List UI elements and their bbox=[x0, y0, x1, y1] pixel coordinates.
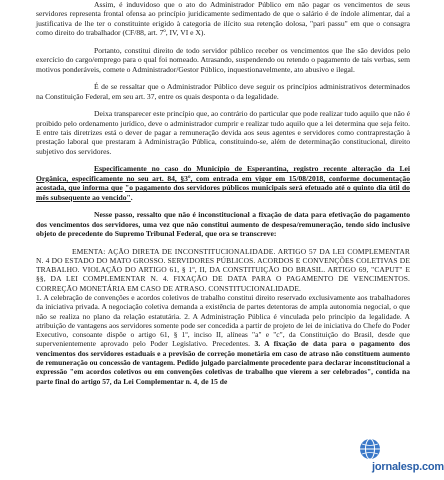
lei-organica-reference: Especificamente no caso do Município de Esperantina, registro recente alteração da Lei Orgânica, especificamente no seu art. 84, §3º, com entrada em vigor em 15/08/2018, conforme documentação acostada, que informa que bbox=[36, 164, 410, 193]
lei-organica-quote: "o pagamento dos servidores públicos municipais será efetuado até o quinto dia útil do mês subsequente ao vencido" bbox=[36, 183, 410, 202]
globe-icon bbox=[359, 438, 381, 460]
ementa-body bbox=[36, 293, 410, 386]
paragraph-direito-servidor: Portanto, constitui direito de todo servidor público receber os vencimentos que lhe são devidos pelo exercício do cargo/emprego para o qual foi nomeado. Atrasando, suspendendo ou retendo o pagamento de tais verbas, sem motivos ponderáveis, comete o Administrador/Gestor Público, inquestionavelmente, ato abusivo e ilegal. bbox=[36, 45, 410, 74]
watermark-logo: jornalesp.com bbox=[372, 461, 444, 473]
paragraph-stf-precedent: Nesse passo, ressalto que não é inconstitucional a fixação de data para efetivação do pagamento dos vencimentos dos servidores, uma vez que não constitui aumento de despesa/remuneração, tendo sido inclusive objeto de precedente do Supremo Tribunal Federal, que ora se transcreve: bbox=[36, 210, 410, 239]
ementa-conclusion: Pedido julgado parcialmente procedente para declarar inconstitucional a expressão "em acordos coletivos ou em convenções coletivas de trabalho que vierem a ser celebrados", contida na parte final do artigo 57, da Lei Complementar n. 4, de 15 de bbox=[36, 358, 411, 386]
paragraph-end-mark: . bbox=[130, 192, 133, 202]
paragraph-principio: Deixa transparecer este princípio que, ao contrário do particular que pode realizar tudo aquilo que não é proibido pelo ordenamento jurídico, deve o administrador cumprir e realizar tudo aquilo que a lei determina que seja feito. E entre tais diretrizes está o dever de pagar a remuneração devida aos seus agentes e servidores como contraprestação à prestação laboral que prestaram à Administração Pública, constituindo-se, além de determinação constitucional, direito subjetivo dos servidores. bbox=[36, 109, 410, 156]
document-page bbox=[36, 0, 410, 386]
ementa-block bbox=[36, 247, 410, 386]
ementa-heading: EMENTA: AÇÃO DIRETA DE INCONSTITUCIONALIDADE. ARTIGO 57 DA LEI COMPLEMENTAR N. 4 DO ESTADO DO MATO GROSSO. SERVIDORES PÚBLICOS. ACORDOS E CONVENÇÕES COLETIVAS DE TRABALHO. VIOLAÇÃO DO ARTIGO 61, § 1º, II, DA CONSTITUIÇÃO DO BRASIL. ARTIGO 69, "CAPUT" E §§, DA LEI COMPLEMENTAR N. 4. FIXAÇÃO DE DATA PARA O PAGAMENTO DE VENCIMENTOS. CORREÇÃO MONETÁRIA EM CASO DE ATRASO. CONSTITUCIONALIDADE. bbox=[36, 246, 410, 293]
paragraph-esperantina bbox=[36, 164, 410, 202]
paragraph-legalidade: É de se ressaltar que o Administrador Público deve seguir os princípios administrativos determinados na Constituição Federal, em seu art. 37, entre os quais desponta o da legalidade. bbox=[36, 82, 410, 101]
ementa-bold-holding: 3. A fixação de data para o pagamento dos vencimentos dos servidores estaduais e a previsão de correção monetária em caso de atraso não constituem aumento de remuneração ou concessão de vantagem. bbox=[36, 339, 410, 368]
ementa-text: 1. A celebração de convenções e acordos coletivos de trabalho constitui direito reservado exclusivamente aos trabalhadores da iniciativa privada. A negociação coletiva demanda a existência de partes detentoras de ampla autonomia negocial, o que não se realiza no plano da relação estatutária. 2. A Administração Pública é vinculada pelo princípio da legalidade. A atribuição de vantagens aos servidores somente pode ser concedida a partir de projeto de lei de iniciativa do Chefe do Poder Executivo, consoante dispõe o artigo 61, § 1º, inciso II, alíneas "a" e "c", da Constituição do Brasil, desde que supervenientemente aprovado pelo Poder Legislativo. Precedentes. bbox=[36, 293, 410, 349]
paragraph-salario-alimentar: Assim, é induvidoso que o ato do Administrador Público em não pagar os vencimentos de seus servidores representa frontal ofensa ao princípio juridicamente sedimentado de que o salário é de índole alimentar, daí a justificativa de lhe ter o constituinte erigido à categoria de ilícito sua retenção dolosa, "pari passu" em que o consagra como direito do trabalhador (CF/88, art. 7º, IV, VI e X). bbox=[36, 0, 410, 38]
